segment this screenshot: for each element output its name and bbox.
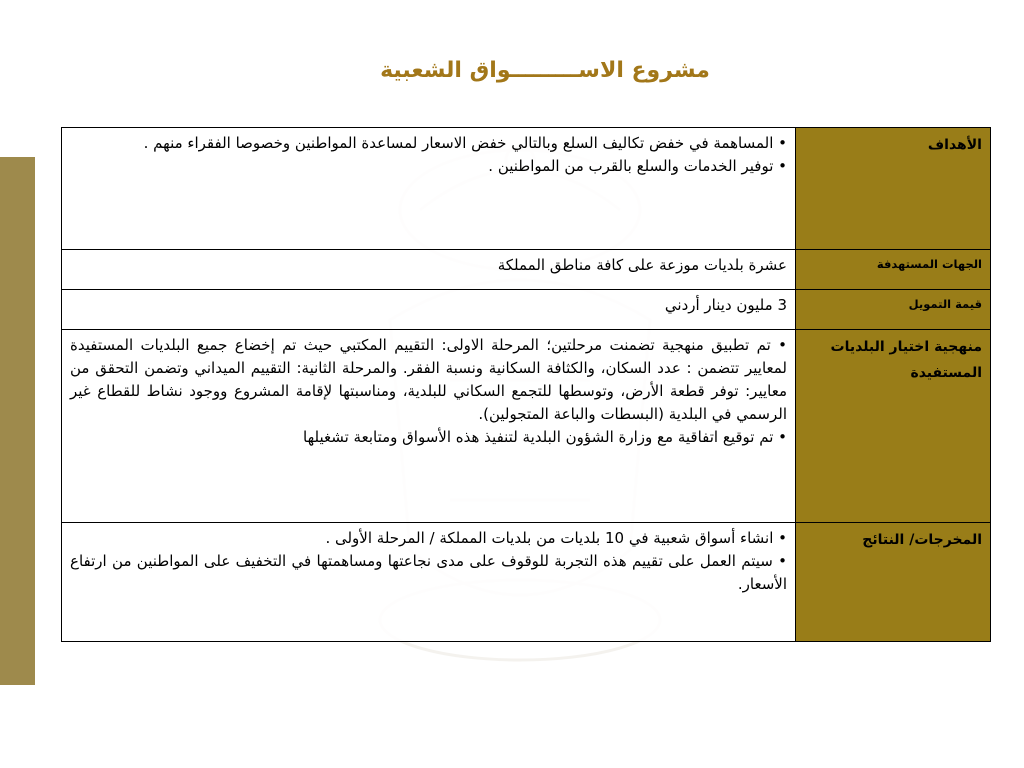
left-accent-bar xyxy=(0,157,35,685)
table-row-funding xyxy=(62,290,991,330)
content-line: • انشاء أسواق شعبية في 10 بلديات من بلديات المملكة / المرحلة الأولى . xyxy=(325,529,787,547)
table-row-methodology xyxy=(62,330,991,523)
row-content-objectives xyxy=(62,128,796,250)
content-line: 3 مليون دينار أردني xyxy=(664,296,787,314)
page-title: مشروع الاســـــــــواق الشعبية xyxy=(380,58,710,83)
content-line: • تم توقيع اتفاقية مع وزارة الشؤون البلدية لتنفيذ هذه الأسواق ومتابعة تشغيلها xyxy=(303,428,787,446)
row-content-target xyxy=(62,250,796,290)
row-label-outputs: المخرجات/ النتائج xyxy=(796,523,991,642)
row-content-methodology xyxy=(62,330,796,523)
table-row-target xyxy=(62,250,991,290)
content-line: عشرة بلديات موزعة على كافة مناطق المملكة xyxy=(497,256,787,274)
content-line: • سيتم العمل على تقييم هذه التجربة للوقوف على مدى نجاعتها ومساهمتها في التخفيف على المواطنين من ارتفاع الأسعار. xyxy=(70,552,787,593)
table-row-objectives xyxy=(62,128,991,250)
table-row-outputs xyxy=(62,523,991,642)
row-label-objectives: الأهداف xyxy=(796,128,991,250)
row-label-methodology: منهجية اختيار البلديات المستفيدة xyxy=(796,330,991,523)
row-label-funding: قيمة التمويل xyxy=(796,290,991,330)
project-info-table xyxy=(61,127,991,642)
content-line: • تم تطبيق منهجية تضمنت مرحلتين؛ المرحلة الاولى: التقييم المكتبي حيث تم إخضاع جميع البلديات المستفيدة لمعايير تتضمن : عدد السكان، والكثافة السكانية ونسبة الفقر. والمرحلة الثانية: التقييم الميداني وتضمن التحقق من معايير: توفر قطعة الأرض، وتوسطها للتجمع السكاني للبلدية، ومناسبتها لإقامة المشروع ووجود نشاط للقطاع غير الرسمي في البلدية (البسطات والباعة المتجولين). xyxy=(70,336,787,423)
row-content-outputs xyxy=(62,523,796,642)
row-label-target: الجهات المستهدفة xyxy=(796,250,991,290)
content-line: • المساهمة في خفض تكاليف السلع وبالتالي خفض الاسعار لمساعدة المواطنين وخصوصا الفقراء منهم . xyxy=(143,134,787,152)
content-line: • توفير الخدمات والسلع بالقرب من المواطنين . xyxy=(488,157,787,175)
row-content-funding xyxy=(62,290,796,330)
